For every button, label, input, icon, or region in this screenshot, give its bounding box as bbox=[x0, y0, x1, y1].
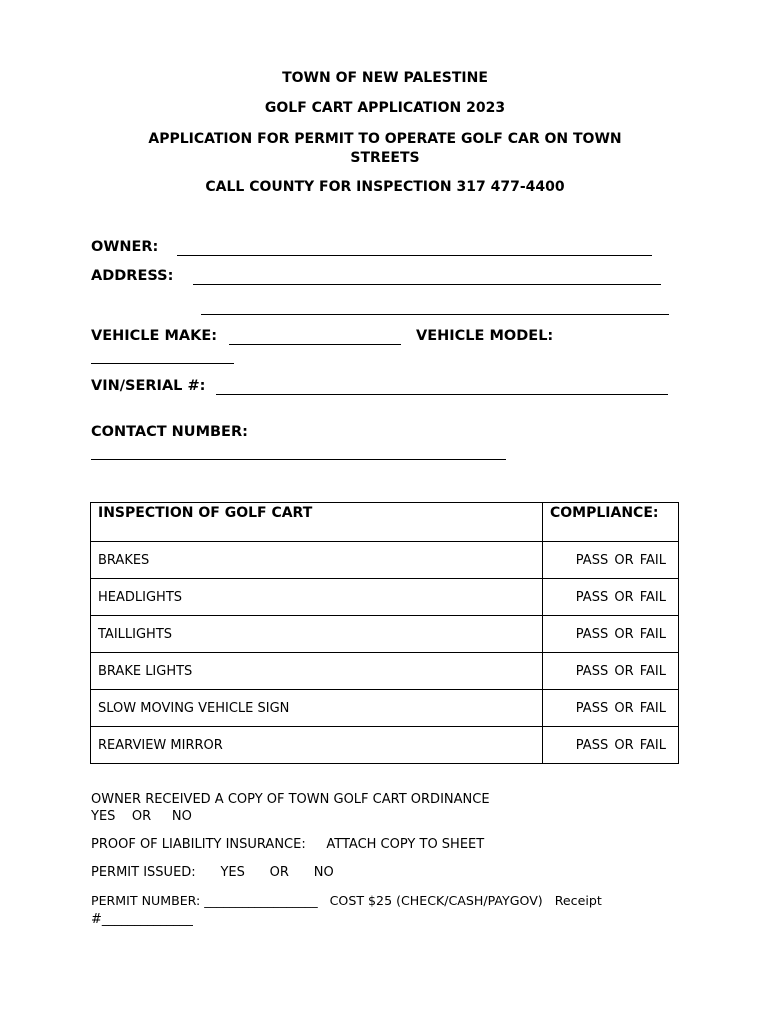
permit-issued[interactable]: PERMIT ISSUED: YES OR NO bbox=[91, 865, 334, 880]
inspection-item: SLOW MOVING VEHICLE SIGN bbox=[91, 690, 543, 727]
compliance-result[interactable]: PASS OR FAIL bbox=[543, 653, 679, 690]
compliance-result[interactable]: PASS OR FAIL bbox=[543, 690, 679, 727]
inspection-item: REARVIEW MIRROR bbox=[91, 727, 543, 764]
insurance-proof: PROOF OF LIABILITY INSURANCE: ATTACH COPY TO SHEET bbox=[91, 837, 485, 852]
address-field-line1[interactable] bbox=[193, 284, 661, 285]
table-row bbox=[91, 579, 679, 616]
address-label: ADDRESS: bbox=[91, 268, 174, 284]
inspection-item: HEADLIGHTS bbox=[91, 579, 543, 616]
compliance-result[interactable]: PASS OR FAIL bbox=[543, 616, 679, 653]
contact-number-label: CONTACT NUMBER: bbox=[91, 424, 248, 440]
table-row bbox=[91, 542, 679, 579]
ordinance-statement: OWNER RECEIVED A COPY OF TOWN GOLF CART ORDINANCE bbox=[91, 792, 490, 807]
owner-label: OWNER: bbox=[91, 239, 159, 255]
compliance-result[interactable]: PASS OR FAIL bbox=[543, 579, 679, 616]
vehicle-model-label: VEHICLE MODEL: bbox=[416, 328, 554, 344]
owner-field[interactable] bbox=[177, 255, 652, 256]
table-row bbox=[91, 690, 679, 727]
inspection-phone: CALL COUNTY FOR INSPECTION 317 477-4400 bbox=[205, 179, 565, 195]
inspection-item: TAILLIGHTS bbox=[91, 616, 543, 653]
vin-field[interactable] bbox=[216, 394, 668, 395]
table-header-row bbox=[91, 503, 679, 542]
vin-label: VIN/SERIAL #: bbox=[91, 378, 206, 394]
application-title: GOLF CART APPLICATION 2023 bbox=[264, 100, 506, 116]
vehicle-model-field[interactable] bbox=[91, 363, 234, 364]
inspection-item: BRAKES bbox=[91, 542, 543, 579]
inspection-item: BRAKE LIGHTS bbox=[91, 653, 543, 690]
compliance-result[interactable]: PASS OR FAIL bbox=[543, 727, 679, 764]
address-field-line2[interactable] bbox=[201, 314, 669, 315]
table-row bbox=[91, 727, 679, 764]
compliance-result[interactable]: PASS OR FAIL bbox=[543, 542, 679, 579]
permit-number-cost[interactable]: PERMIT NUMBER: __________________ COST $25 (CHECK/CASH/PAYGOV) Receipt bbox=[91, 893, 602, 908]
town-name: TOWN OF NEW PALESTINE bbox=[282, 70, 488, 86]
table-row bbox=[91, 616, 679, 653]
contact-number-field[interactable] bbox=[91, 459, 506, 460]
inspection-table bbox=[90, 502, 679, 764]
ordinance-answer[interactable]: YES OR NO bbox=[91, 809, 192, 824]
inspection-header: INSPECTION OF GOLF CART bbox=[91, 503, 543, 542]
application-subtitle: APPLICATION FOR PERMIT TO OPERATE GOLF CAR ON TOWN STREETS bbox=[148, 131, 622, 166]
vehicle-make-field[interactable] bbox=[229, 344, 401, 345]
vehicle-make-label: VEHICLE MAKE: bbox=[91, 328, 218, 344]
compliance-header: COMPLIANCE: bbox=[543, 503, 679, 542]
table-row bbox=[91, 653, 679, 690]
receipt-number[interactable]: #______________ bbox=[91, 912, 193, 927]
